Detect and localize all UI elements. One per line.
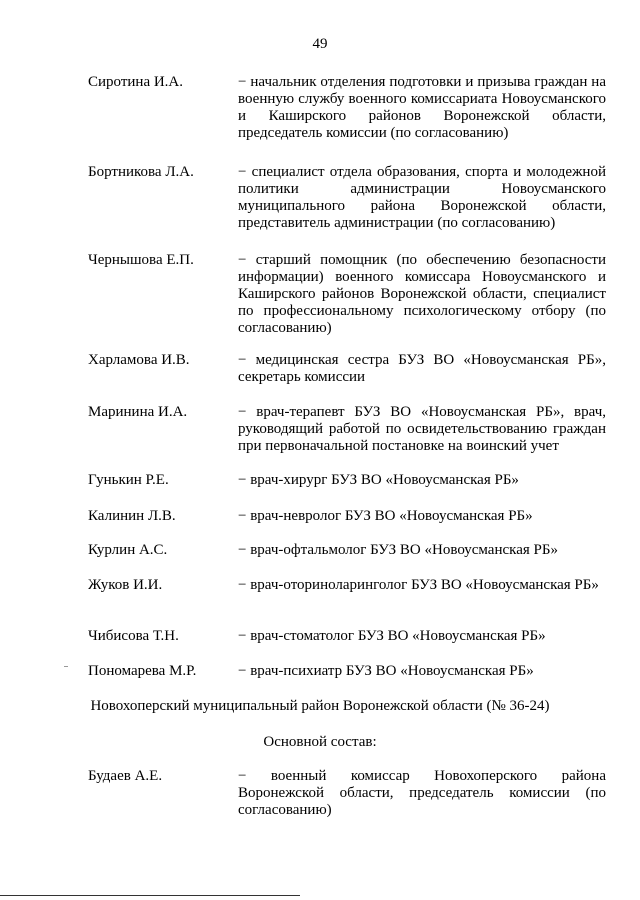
- member-name: Калинин Л.В.: [88, 508, 176, 524]
- member-name: Курлин А.С.: [88, 542, 168, 558]
- member-name: Маринина И.А.: [88, 404, 188, 420]
- member-name: Чернышова Е.П.: [88, 252, 194, 268]
- member-role: − старший помощник (по обеспечению безопасности информации) военного комиссара Новоусманского и Каширского районов Воронежской области, специалист по профессиональному психологическому отбору (по согласованию): [238, 252, 606, 336]
- member-role: − врач-офтальмолог БУЗ ВО «Новоусманская РБ»: [238, 542, 558, 558]
- member-role: − медицинская сестра БУЗ ВО «Новоусманская РБ», секретарь комиссии: [238, 352, 606, 385]
- composition-heading: Основной состав:: [263, 734, 377, 750]
- scan-mark: [64, 666, 68, 667]
- member-name: Бортникова Л.А.: [88, 164, 194, 180]
- member-name: Пономарева М.Р.: [88, 663, 197, 679]
- member-role: − начальник отделения подготовки и призыва граждан на военную службу военного комиссариата Новоусманского и Каширского районов Воронежской области, председатель комиссии (по согласованию): [238, 74, 606, 141]
- member-role: − врач-терапевт БУЗ ВО «Новоусманская РБ», врач, руководящий работой по освидетельствованию граждан при первоначальной постановке на воинский учет: [238, 404, 606, 454]
- member-role: − специалист отдела образования, спорта и молодежной политики администрации Новоусманского муниципального района Воронежской области, представитель администрации (по согласованию): [238, 164, 606, 231]
- member-role: − врач-хирург БУЗ ВО «Новоусманская РБ»: [238, 472, 519, 488]
- member-role: − врач-оториноларинголог БУЗ ВО «Новоусманская РБ»: [238, 577, 599, 593]
- member-name: Харламова И.В.: [88, 352, 190, 368]
- member-name: Будаев А.Е.: [88, 768, 163, 784]
- member-name: Гунькин Р.Е.: [88, 472, 169, 488]
- district-heading: Новохоперский муниципальный район Воронежской области (№ 36-24): [90, 698, 550, 714]
- member-name: Чибисова Т.Н.: [88, 628, 179, 644]
- member-role: − врач-невролог БУЗ ВО «Новоусманская РБ»: [238, 508, 533, 524]
- member-role: − врач-стоматолог БУЗ ВО «Новоусманская РБ»: [238, 628, 546, 644]
- member-name: Жуков И.И.: [88, 577, 163, 593]
- member-role: − врач-психиатр БУЗ ВО «Новоусманская РБ»: [238, 663, 534, 679]
- member-name: Сиротина И.А.: [88, 74, 184, 90]
- member-role: − военный комиссар Новохоперского района Воронежской области, председатель комиссии (по согласованию): [238, 768, 606, 818]
- bottom-rule: [0, 895, 300, 896]
- page-number: 49: [312, 36, 328, 52]
